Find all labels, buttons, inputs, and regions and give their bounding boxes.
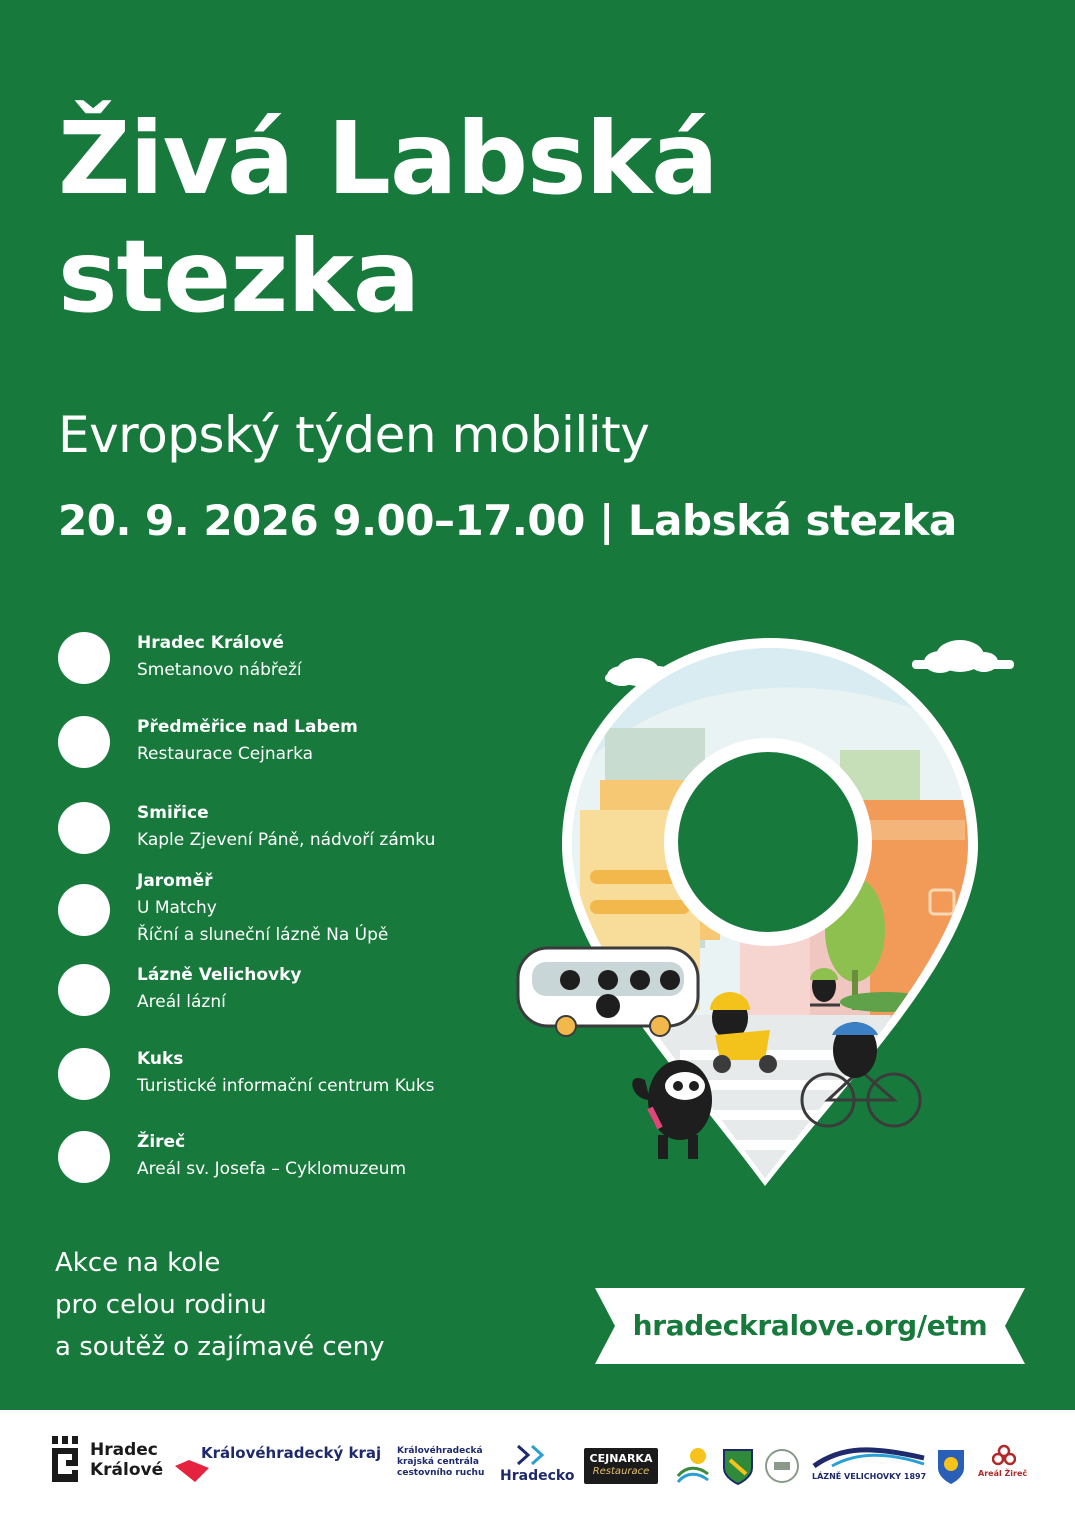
map-pin-icon	[510, 630, 1030, 1190]
stop-name: Hradec Králové	[137, 633, 284, 653]
tagline-line: pro celou rodinu	[55, 1290, 267, 1320]
tagline	[55, 1242, 385, 1368]
hradec-kralove-logo[interactable]	[52, 1434, 172, 1486]
kraj-logo-text: Královéhradecký kraj	[201, 1444, 382, 1462]
velichovky-logo-text: LÁZNĚ VELICHOVKY 1897	[812, 1472, 927, 1481]
hradec-logo-line: Hradec	[90, 1440, 158, 1460]
centrala-logo-line: krajská centrála	[397, 1457, 479, 1467]
tagline-line: a soutěž o zajímavé ceny	[55, 1332, 385, 1362]
velichovky-wave-icon	[812, 1444, 927, 1468]
stop-dot	[58, 716, 110, 768]
stop-dot	[58, 1048, 110, 1100]
tram-icon	[518, 948, 698, 1036]
stop-name: Jaroměř	[137, 871, 213, 891]
event-url-link[interactable]: hradeckralove.org/etm	[632, 1309, 988, 1342]
stop-place: Areál lázní	[137, 992, 226, 1012]
areal-zirec-logo[interactable]	[978, 1444, 1030, 1488]
stop-name: Smiřice	[137, 803, 209, 823]
hradecko-logo[interactable]	[500, 1444, 575, 1488]
hradec-logo-line: Králové	[90, 1460, 164, 1480]
stop-name: Kuks	[137, 1049, 184, 1069]
stop-dot	[58, 802, 110, 854]
lazne-velichovky-logo[interactable]	[812, 1444, 927, 1488]
title-line-1: Živá Labská	[58, 100, 718, 217]
event-title	[58, 100, 958, 336]
stop-dot	[58, 884, 110, 936]
stamp-icon	[764, 1446, 800, 1486]
stop-name: Žireč	[137, 1132, 186, 1152]
centrala-logo-line: cestovního ruchu	[397, 1468, 485, 1478]
stop-dot	[58, 632, 110, 684]
kraj-heart-icon	[175, 1460, 209, 1482]
walker-icon	[632, 1060, 712, 1159]
stop-name: Lázně Velichovky	[137, 965, 302, 985]
event-dateline: 20. 9. 2026 9.00–17.00 | Labská stezka	[58, 496, 957, 545]
cejnarka-logo-subtext: Restaurace	[592, 1466, 650, 1477]
centrala-logo-line: Královéhradecká	[397, 1446, 483, 1456]
stop-place: Turistické informační centrum Kuks	[137, 1076, 435, 1096]
stop-name: Předměřice nad Labem	[137, 717, 358, 737]
tagline-line: Akce na kole	[55, 1248, 221, 1278]
hradecko-logo-text: Hradecko	[500, 1468, 575, 1484]
stop-place: U Matchy	[137, 898, 217, 918]
stop-place: Smetanovo nábřeží	[137, 660, 302, 680]
title-line-2: stezka	[58, 218, 420, 335]
stop-place: Kaple Zjevení Páně, nádvoří zámku	[137, 830, 436, 850]
crest-icon	[720, 1446, 756, 1486]
stop-dot	[58, 1131, 110, 1183]
event-subtitle: Evropský týden mobility	[58, 406, 650, 464]
municipal-crest-logo[interactable]	[720, 1446, 756, 1486]
kralovehradecky-kraj-logo[interactable]	[175, 1444, 390, 1484]
stop-place: Restaurace Cejnarka	[137, 744, 314, 764]
hradecko-arrows-icon	[516, 1444, 556, 1466]
stop-place: Areál sv. Josefa – Cyklomuzeum	[137, 1159, 407, 1179]
url-banner[interactable]	[595, 1288, 1025, 1364]
sun-emblem-logo[interactable]	[674, 1446, 710, 1486]
krajska-centrala-logo[interactable]	[397, 1446, 507, 1486]
cloud-icon	[912, 640, 1014, 673]
map-pin-illustration	[510, 630, 1030, 1190]
jaromer-crest-logo[interactable]	[936, 1446, 972, 1486]
stop-dot	[58, 964, 110, 1016]
hradec-kralove-crest-icon	[52, 1436, 78, 1484]
zirec-logo-text: Areál Žireč	[978, 1469, 1028, 1478]
zirec-knot-icon	[992, 1444, 1016, 1466]
cejnarka-logo-text: CEJNARKA	[589, 1452, 653, 1465]
sun-icon	[674, 1446, 710, 1486]
crest-icon	[936, 1446, 966, 1486]
stop-place: Říční a sluneční lázně Na Úpě	[137, 925, 389, 945]
cejnarka-logo[interactable]	[584, 1448, 658, 1484]
round-stamp-logo[interactable]	[764, 1446, 800, 1486]
